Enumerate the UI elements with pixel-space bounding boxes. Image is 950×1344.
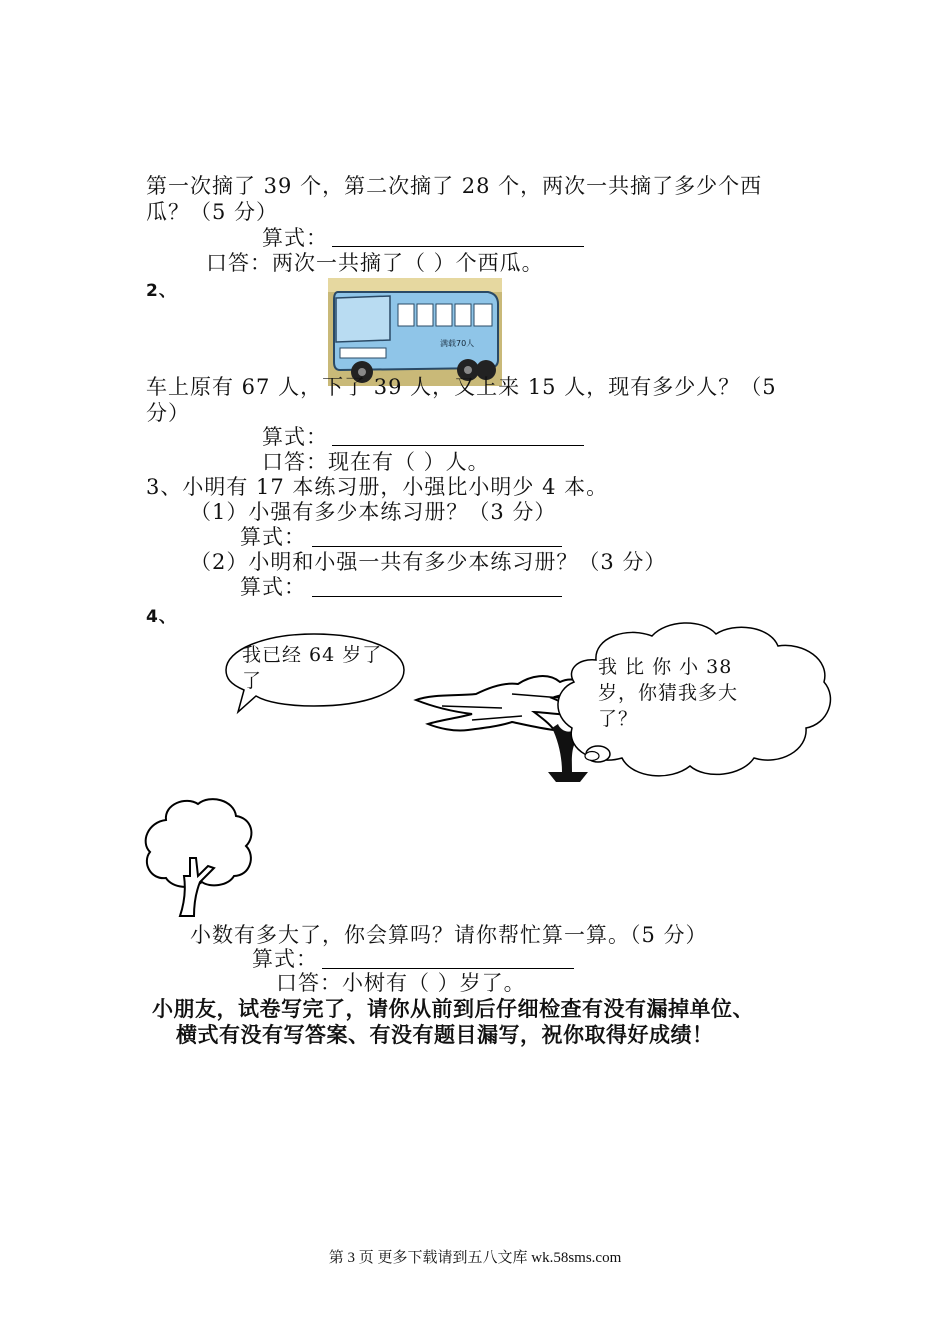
q4-formula-line[interactable] — [322, 968, 574, 969]
q1-text-line2: 瓜？（5 分） — [146, 200, 279, 224]
q4-answer: 口答：小树有（ ）岁了。 — [276, 971, 526, 995]
right-bubble-line1: 我 比 你 小 38 — [598, 656, 733, 678]
q4-formula-label: 算式： — [252, 947, 318, 971]
q3-sub1: （1）小强有多少本练习册？（3 分） — [190, 500, 557, 524]
small-tree-icon — [142, 796, 256, 920]
bus-label: 满载70人 — [440, 339, 475, 348]
q3-formula-line-1[interactable] — [312, 546, 562, 547]
right-bubble-line3: 了？ — [598, 708, 639, 730]
q1-formula-line[interactable] — [332, 246, 584, 247]
q3-formula-line-2[interactable] — [312, 596, 562, 597]
bus-image — [328, 278, 502, 386]
page-footer: 第 3 页 更多下载请到五八文库 wk.58sms.com — [328, 1250, 622, 1266]
q2-text-line1: 车上原有 67 人，下了 39 人，又上来 15 人，现有多少人？（5 — [146, 375, 777, 399]
q2-answer: 口答：现在有（ ）人。 — [262, 450, 490, 474]
q4-number: 4、 — [146, 607, 177, 627]
q2-formula-label: 算式： — [262, 425, 328, 449]
q1-formula-label: 算式： — [262, 226, 328, 250]
right-bubble-line2: 岁，你猜我多大 — [598, 682, 739, 704]
q4-question: 小数有多大了，你会算吗？请你帮忙算一算。（5 分） — [190, 923, 708, 947]
closing-line2: 横式有没有写答案、有没有题目漏写，祝你取得好成绩！ — [176, 1023, 714, 1047]
q3-intro: 3、小明有 17 本练习册，小强比小明少 4 本。 — [146, 475, 609, 499]
q3-sub2: （2）小明和小强一共有多少本练习册？（3 分） — [190, 550, 667, 574]
q2-text-line2: 分） — [146, 401, 190, 425]
q2-formula-line[interactable] — [332, 445, 584, 446]
left-bubble-text: 我已经 64 岁了了 — [242, 644, 383, 692]
q2-number: 2、 — [146, 281, 177, 301]
q3-formula-label-2: 算式： — [240, 575, 306, 599]
q1-answer: 口答：两次一共摘了（ ）个西瓜。 — [206, 251, 544, 275]
q3-formula-label-1: 算式： — [240, 525, 306, 549]
q1-text-line1: 第一次摘了 39 个，第二次摘了 28 个，两次一共摘了多少个西 — [146, 174, 763, 198]
closing-line1: 小朋友，试卷写完了，请你从前到后仔细检查有没有漏掉单位、 — [152, 997, 754, 1021]
